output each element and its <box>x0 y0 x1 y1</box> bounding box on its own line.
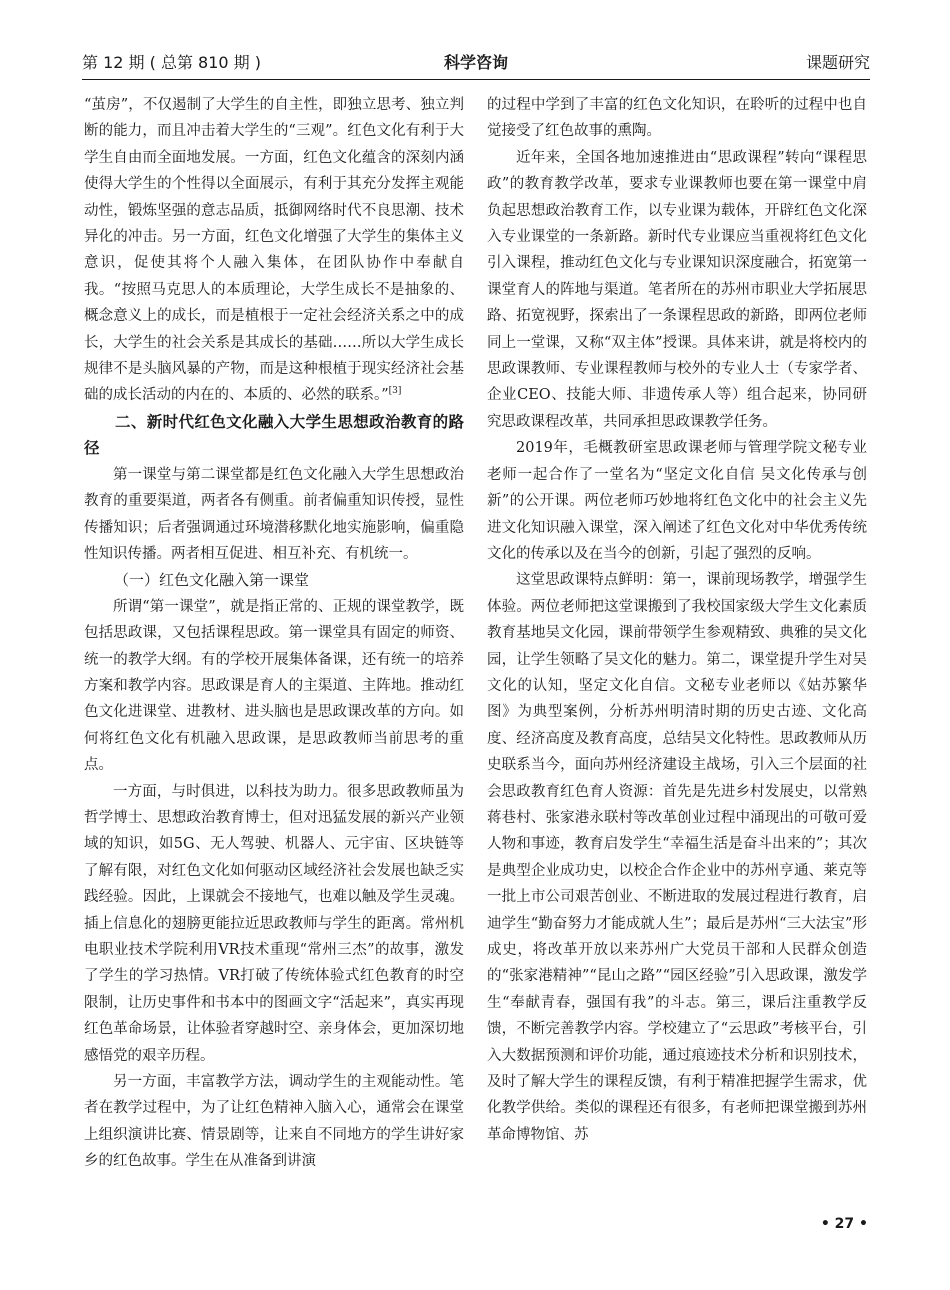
paragraph: 的过程中学到了丰富的红色文化知识，在聆听的过程中也自觉接受了红色故事的熏陶。 <box>487 97 867 140</box>
section-heading: 二、新时代红色文化融入大学生思想政治教育的路径 <box>84 412 464 458</box>
paragraph <box>84 92 464 409</box>
paragraph: 2019年，毛概教研室思政课老师与管理学院文秘专业老师一起合作了一堂名为“坚定文化自信 吴文化传承与创新”的公开课。两位老师巧妙地将红色文化中的社会主义先进文化知识融入课堂，深入阐述了红色文化对中华优秀传统文化的传承以及在当今的创新，引起了强烈的反响。 <box>487 440 867 562</box>
paragraph: 近年来，全国各地加速推进由“思政课程”转向“课程思政”的教育教学改革，要求专业课教师也要在第一课堂中肩负起思想政治教育工作，以专业课为载体，开辟红色文化深入专业课堂的一条新路。新时代专业课应当重视将红色文化引入课程，推动红色文化与专业课知识深度融合，拓宽第一课堂育人的阵地与渠道。笔者所在的苏州市职业大学拓展思路、拓宽视野，探索出了一条课程思政的新路，即两位老师同上一堂课，又称“双主体”授课。具体来讲，就是将校内的思政课教师、专业课程教师与校外的专业人士（专家学者、企业CEO、技能大师、非遗传承人等）组合起来，协同研究思政课程改革，共同承担思政课教学任务。 <box>487 149 867 430</box>
header-rule <box>82 79 870 80</box>
paragraph-text: “茧房”，不仅遏制了大学生的自主性，即独立思考、独立判断的能力，而且冲击着大学生的“三观”。红色文化有利于大学生自由而全面地发展。一方面，红色文化蕴含的深刻内涵使得大学生的个性得以全面展示，有利于其充分发挥主观能动性，锻炼坚强的意志品质，抵御网络时代不良思潮、技术异化的冲击。另一方面，红色文化增强了大学生的集体主义意识，促使其将个人融入集体，在团队协作中奉献自我。“按照马克思人的本质理论，大学生成长不是抽象的、概念意义上的成长，而是植根于一定社会经济关系之中的成长，大学生的社会关系是其成长的基础……所以大学生成长规律不是头脑风暴的产物，而是这种根植于现实经济社会基础的成长活动的内在的、本质的、必然的联系。” <box>84 97 464 404</box>
paragraph: 这堂思政课特点鲜明：第一，课前现场教学，增强学生体验。两位老师把这堂课搬到了我校国家级大学生文化素质教育基地吴文化园，课前带领学生参观精致、典雅的吴文化园，让学生领略了吴文化的魅力。第二，课堂提升学生对吴文化的认知，坚定文化自信。文秘专业老师以《姑苏繁华图》为典型案例，分析苏州明清时期的历史古迹、文化高度、经济高度及教育高度，总结吴文化特性。思政教师从历史联系当今，面向苏州经济建设主战场，引入三个层面的社会思政教育红色育人资源：首先是先进乡村发展史，以常熟蒋巷村、张家港永联村等改革创业过程中涌现出的可敬可爱人物和事迹，教育启发学生“幸福生活是奋斗出来的”；其次是典型企业成功史，以校企合作企业中的苏州亨通、莱克等一批上市公司艰苦创业、不断进取的发展过程进行教育，启迪学生“勤奋努力才能成就人生”；最后是苏州“三大法宝”形成史，将改革开放以来苏州广大党员干部和人民群众创造的“张家港精神”“昆山之路”“园区经验”引入思政课，激发学生“奉献青春，强国有我”的斗志。第三，课后注重教学反馈，不断完善教学内容。学校建立了“云思政”考核平台，引入大数据预测和评价功能，通过痕迹技术分析和识别技术，及时了解大学生的课程反馈，有利于精准把握学生需求，优化教学供给。类似的课程还有很多，有老师把课堂搬到苏州革命博物馆、苏 <box>487 572 867 1143</box>
page-number: • 27 • <box>820 1216 868 1232</box>
subsection-heading: （一）红色文化融入第一课堂 <box>114 571 310 590</box>
running-header <box>82 50 870 78</box>
paragraph: 所谓“第一课堂”，就是指正常的、正规的课堂教学，既包括思政课，又包括课程思政。第一课堂具有固定的师资、统一的教学大纲。有的学校开展集体备课，还有统一的培养方案和教学内容。思政课是育人的主渠道、主阵地。推动红色文化进课堂、进教材、进头脑也是思政课改革的方向。如何将红色文化有机融入思政课，是思政教师当前思考的重点。 <box>84 598 464 774</box>
journal-title: 科学咨询 <box>443 53 509 72</box>
right-column <box>487 92 867 1222</box>
section-title: 课题研究 <box>805 53 870 72</box>
paragraph: 第一课堂与第二课堂都是红色文化融入大学生思想政治教育的重要渠道，两者各有侧重。前者偏重知识传授，显性传播知识；后者强调通过环境潜移默化地实施影响，偏重隐性知识传播。两者相互促进、相互补充、有机统一。 <box>84 466 464 562</box>
citation-ref: [3] <box>388 386 402 397</box>
paragraph: 另一方面，丰富教学方法，调动学生的主观能动性。笔者在教学过程中，为了让红色精神入脑入心，通常会在课堂上组织演讲比赛、情景剧等，让来自不同地方的学生讲好家乡的红色故事。学生在从准备到讲演 <box>84 1074 464 1170</box>
left-column <box>84 92 464 1222</box>
paragraph: 一方面，与时俱进，以科技为助力。很多思政教师虽为哲学博士、思想政治教育博士，但对迅猛发展的新兴产业领域的知识，如5G、无人驾驶、机器人、元宇宙、区块链等了解有限，对红色文化如何驱动区域经济社会发展也缺乏实践经验。因此，上课就会不接地气，也难以触及学生灵魂。插上信息化的翅膀更能拉近思政教师与学生的距离。常州机电职业技术学院利用VR技术重现“常州三杰”的故事，激发了学生的学习热情。VR打破了传统体验式红色教育的时空限制，让历史事件和书本中的图画文字“活起来”，真实再现红色革命场景，让体验者穿越时空、亲身体会，更加深切地感悟党的艰辛历程。 <box>84 783 464 1064</box>
issue-number: 第 12 期 ( 总第 810 期 ) <box>82 53 261 72</box>
